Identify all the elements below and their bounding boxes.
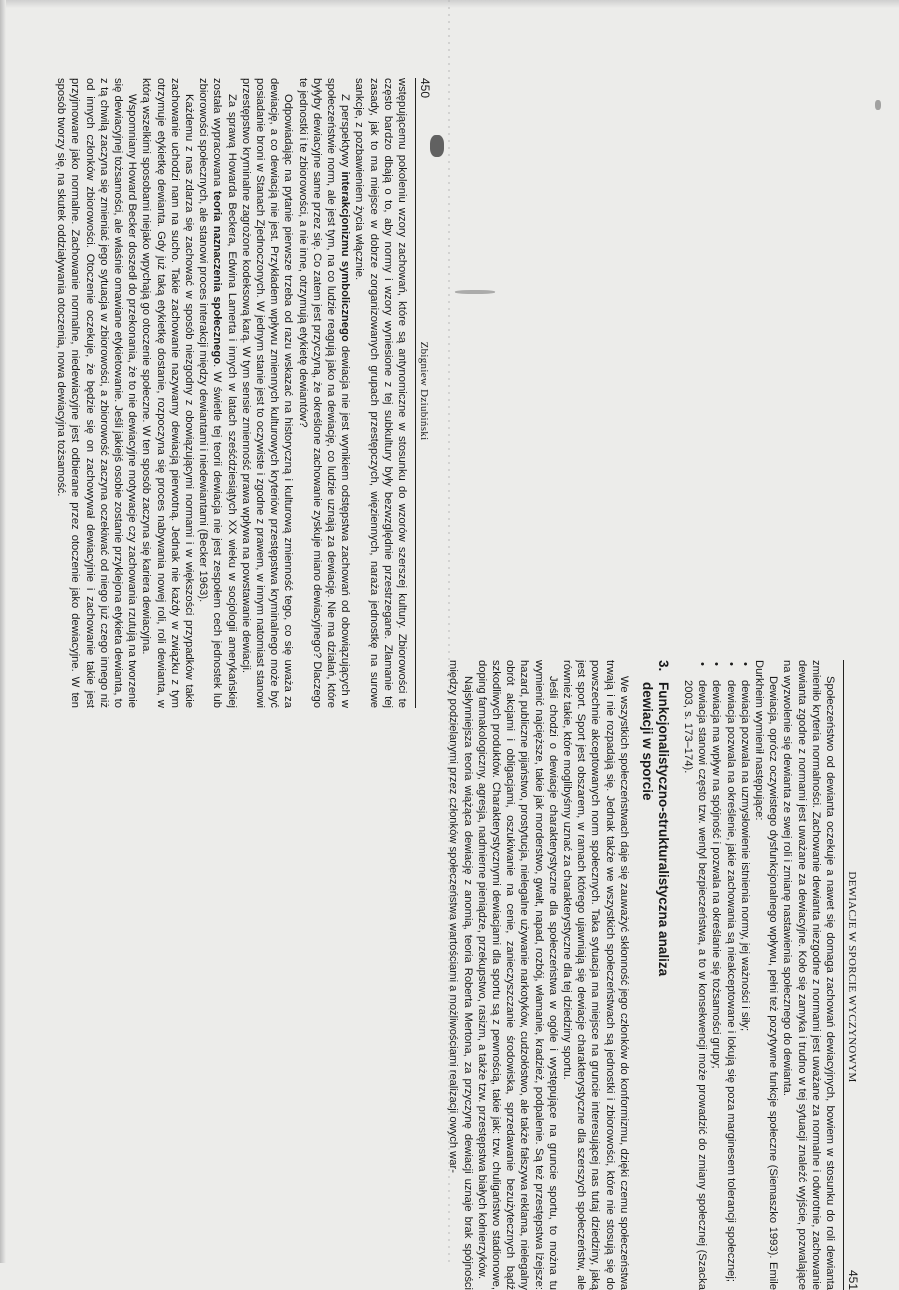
page-number: 451 bbox=[846, 1269, 860, 1290]
running-head: Zbigniew Dziubiński bbox=[418, 341, 430, 441]
text-run: Najsłynniejsza teoria wiążąca dewiację z anomią, teoria Roberta Mertona, za przyczynę dewiacji uznaje brak spójności między podzielanymi przez członków społeczeństwa wartościami a możliwościami realizacji owych war- bbox=[447, 660, 474, 1290]
running-head: DEWIACJE W SPORCIE WYCZYNOWYM bbox=[846, 871, 858, 1083]
bold-term: interakcjonizmu symbolicznego bbox=[339, 171, 352, 342]
left-page bbox=[0, 78, 432, 708]
bullet-item: • dewiacja pozwala na uzmysłowienie istnienia normy, jej ważności i siły; bbox=[738, 674, 752, 1290]
bullet-item: • dewiacja stanowi często tzw. wentyl bezpieczeństwa, a to w konsekwencji może prowadzić do zmiany społecznej (Szacka 2003, s. 173–174). bbox=[681, 674, 709, 1290]
bullet-list bbox=[681, 660, 752, 1290]
body-text bbox=[54, 78, 409, 708]
bullet-item: • dewiacja pozwala na określenie, jakie zachowania są nieakceptowane i lokują się poza marginesem tolerancji społecznej; bbox=[723, 674, 737, 1290]
scan-artifact bbox=[455, 290, 495, 294]
text-run: We wszystkich społeczeństwach daje się zauważyć skłonność jego członków do konformizmu, dzięki czemu społeczeństwa trwają i nie rozpadają się. Jednak także we wszystkich społeczeństwach są jednostki i zbiorowości, które nie stosują się do powszechnie akceptowanych norm społecznych. Taka sytuacja ma miejsce na gruncie interesującej nas tutaj dziedziny, jaką jest sport. Sport jest obszarem, w ramach którego ujawniają się dewiacje charakterystyczne dla szerszych społeczeństw, ale również takie, które moglibyśmy uznać za charakterystyczne dla tej dziedziny sportu. bbox=[560, 660, 630, 1290]
page-header bbox=[415, 78, 432, 708]
paragraph bbox=[139, 78, 196, 708]
paragraph bbox=[54, 78, 139, 708]
bold-term: teoria naznaczenia społecznego bbox=[211, 190, 224, 365]
paragraph bbox=[752, 660, 780, 1290]
scan-artifact bbox=[875, 100, 881, 110]
scan-artifact bbox=[430, 135, 444, 157]
paragraph bbox=[560, 660, 631, 1290]
section-number: 3. bbox=[655, 660, 671, 672]
section-title: Funkcjonalistyczno-strukturalistyczna analiza bbox=[655, 682, 671, 977]
paragraph bbox=[780, 660, 837, 1290]
paragraph bbox=[475, 660, 560, 1290]
paragraph bbox=[352, 78, 409, 708]
body-text-intro bbox=[752, 660, 837, 1290]
paragraph bbox=[295, 78, 352, 708]
body-text-section bbox=[446, 660, 631, 1290]
section-title: dewiacji w sporcie bbox=[639, 682, 655, 801]
text-run: wstępującemu pokoleniu wzory zachowań, które są antynomiczne w stosunku do wzorów szerszej kultury. Zbiorowości te często bardzo dbają o to, aby normy i wzory wyniesione z tej subkultury były bezwzględnie przestrzegane. Złamanie tej zasady, jak to ma miejsce w dobrze zorganizowanych grupach przestępczych, więziennych, naraża jednostkę na surowe sankcje, z pozbawieniem życia włącznie. bbox=[353, 78, 408, 708]
page-number: 450 bbox=[418, 78, 432, 99]
text-run: Za sprawą Howarda Beckera, Edwina Lamerta i innych w latach sześćdziesiątych XX wieku w socjologii amerykańskiej została wypracowana bbox=[211, 78, 238, 708]
text-run: Społeczeństwo od dewianta oczekuje a nawet się domaga zachowań dewiacyjnych, bowiem w stosunku do roli dewianta zmieniło kryteria normalności. Zachowanie dewianta niezgodne z normami jest uważane za normalne i odwrotnie, zachowanie dewianta zgodne z normami jest uważane za dewiacyjne. Koło się zamyka i trudno w tej sytuacji znaleźć wyjście, pozwalające na wyzwolenie się dewianta ze swej roli i zmianę nastawienia społecznego do dewianta. bbox=[781, 660, 836, 1290]
right-page bbox=[410, 660, 860, 1290]
text-run: Z perspektywy bbox=[339, 94, 352, 172]
page-header bbox=[843, 660, 860, 1290]
bullet-item: • dewiacja ma wpływ na spójność i pozwala na określanie się tożsamości grupy; bbox=[709, 674, 723, 1290]
text-run: . W świetle tej teorii dewiacja nie jest zespołem cech jednostek lub zbiorowości społecznych, ale stanowi proces interakcji między dewiantami i niedewiantami (Becker 1963). bbox=[197, 78, 224, 708]
text-run: Odpowiadając na pytanie pierwsze trzeba od razu wskazać na historyczną i kulturową zmienność tego, co się uważa za dewiację, a co dewiacją nie jest. Przykładem wpływu zmiennych kulturowych kryteriów przestępstwa kryminalnego może być posiadanie broni w Stanach Zjednoczonych. W jednym stanie jest to oczywiste i zgodne z prawem, w innym natomiast stanowi przestępstwo kryminalne zagrożone kodeksową karą. W tym sensie zmienność prawa wpływa na powstawanie dewiacji. bbox=[239, 78, 295, 708]
text-run: Dewiacja, oprócz oczywistego dysfunkcjonalnego wpływu, pełni też pozytywne funkcje społeczne (Siemaszko 1993). Emile Durkheim wymienił następujące: bbox=[752, 660, 780, 1290]
paragraph bbox=[446, 660, 474, 1290]
text-run: Jeśli chodzi o dewiacje charakterystyczne dla społeczeństwa w ogóle i występujące na gruncie sportu, to można tu wymienić najcięższe, takie jak morderstwo, gwałt, napad, rozbój, włamanie, kradzież, podpalenie. Są też przestępstwa lżejsze: hazard, publiczne pijaństwo, prostytucja, nielegalne używanie narkotyków, cudzołóstwo, ale także fałszywa reklama, nielegalny obrót akcjami i obligacjami, oszukiwanie na cenie, zanieczyszczanie środowiska, sprzedawanie bezużytecznych bądź szkodliwych produktów. Charakterystycznymi dewiacjami dla sportu są z pewnością, takie jak: tzw. chuligaństwo stadionowe, doping farmakologiczny, agresja, nadmierne pieniądze, przekupstwo, rasizm, a także tzw. przestępstwa białych kołnierzyków. bbox=[475, 660, 559, 1290]
section-heading bbox=[639, 660, 671, 1290]
text-run: Wspomniany Howard Becker doszedł do przekonania, że to nie dewiacyjne motywacje czy zachowania rzutują na tworzenie się dewiacyjnej tożsamości, ale właśnie omawiane etykietowanie. Jeśli jakiejś osobie zostanie przyklejona etykieta dewianta, to z tą chwilą zaczyna się zmieniać jego sytuacja w zbiorowości, a zbiorowość zaczyna oczekiwać od niego już czego innego niż od innych członków zbiorowości. Otoczenie oczekuje, że będzie się on zachowywał dewiacyjnie i zachowanie takie jest przyjmowane jako normalne. Zachowanie normalne, niedewiacyjne jest odbierane przez otoczenie jako dewiacyjne. W ten sposób tworzy się, na skutek oddziaływania otoczenia, nowa dewiacyjna tożsamość. bbox=[55, 78, 139, 708]
paragraph bbox=[196, 78, 239, 708]
text-run: Każdemu z nas zdarza się zachować w sposób niezgodny z obowiązującymi normami i w większości przypadków takie zachowanie uchodzi nam na sucho. Takie zachowanie nazywamy dewiacją pierwotną. Jednak nie każdy w związku z tym otrzymuje etykietkę dewianta. Gdy już taką etykietkę dostanie, rozpoczyna się proces nabywania nowej roli, roli dewianta, w którą wszelkimi sposobami niejako wpychają go otoczenie społeczne. W ten sposób zaczyna się kariera dewiacyjna. bbox=[140, 78, 195, 708]
paragraph bbox=[239, 78, 296, 708]
text-run: dewiacja nie jest wynikiem odstępstwa zachowań od obowiązujących w społeczeństwie norm, ale jest tym, na co ludzie reagują jako na dewiację, co ludzie uznają za dewiację. Nie ma działań, które byłyby dewiacyjne same przez się. Co zatem jest przyczyną, że określone zachowanie zyskuje miano dewiacyjnego? Dlaczego te jednostki i te zbiorowości, a nie inne, otrzymują etykietę dewiantów? bbox=[296, 78, 352, 708]
